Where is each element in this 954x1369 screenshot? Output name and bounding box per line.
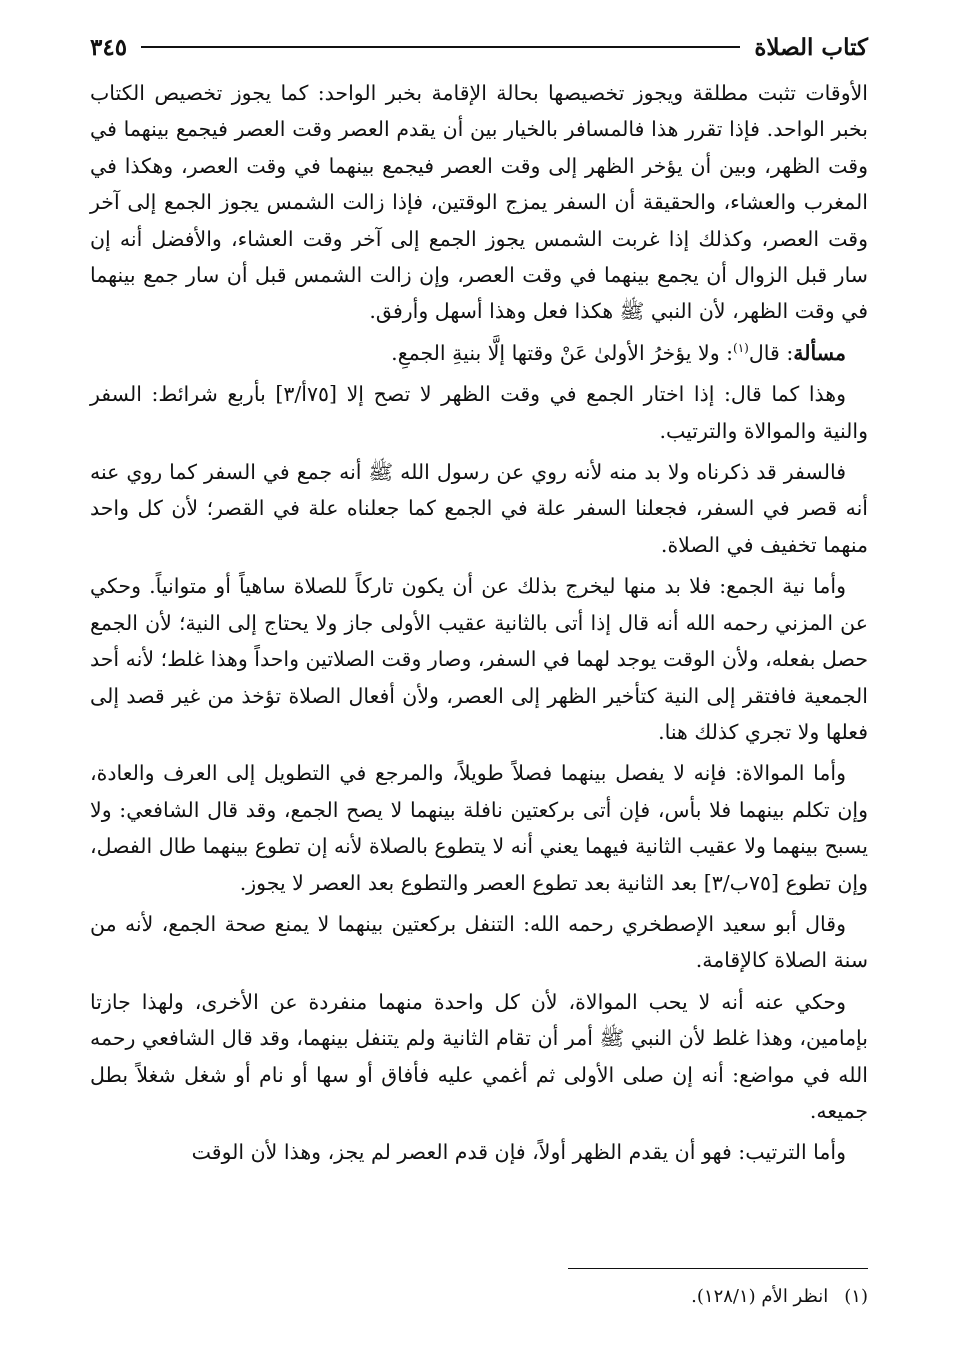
header-rule bbox=[141, 46, 740, 48]
footnote-mark: (١) bbox=[844, 1286, 868, 1307]
chapter-title: كتاب الصلاة bbox=[754, 33, 868, 61]
footnote-1 bbox=[90, 1284, 868, 1310]
masala-text: : ولا يؤخرُ الأولىٰ عَنْ وقتها إلَّا بنيةِ الجمعِ. bbox=[391, 340, 734, 365]
paragraph-4: فالسفر قد ذكرناه ولا بد منه لأنه روي عن رسول الله ﷺ أنه جمع في السفر كما روي عنه أنه قصر في السفر، فجعلنا السفر علة في الجمع كما جعلناه علة في القصر؛ لأن كل واحد منهما تخفيف في الصلاة. bbox=[90, 460, 868, 557]
paragraph-5: وأما نية الجمع: فلا بد منها ليخرج بذلك عن أن يكون تاركاً للصلاة ساهياً أو متوانياً. وحكي عن المزني رحمه الله أنه قال إذا أتى بالثانية عقيب الأولى جاز ولا يحتاج إلى النية؛ لأن الجمع حصل بفعله، ولأن الوقت يوجد لهما في السفر، وصار وقت الصلاتين واحداً وهذا غلط؛ لأنه أحد الجمعية فافتقر إلى النية كتأخير الظهر إلى العصر، ولأن أفعال الصلاة تؤخذ من غير قصد إلى فعلها ولا تجري كذلك هنا. bbox=[90, 574, 868, 744]
paragraph-8: وحكي عنه أنه لا يحب الموالاة، لأن كل واحدة منهما منفردة عن الأخرى، ولهذا جازتا بإمامين، وهذا غلط لأن النبي ﷺ أمر أن تقام الثانية ولم يتنفل بينهما، وقد قال الشافعي رحمه الله في مواضع: أنه إن صلى الأولى ثم أغمي عليه فأفاق أو سها أو نام أو شغل شغلاً بطل جميعه. bbox=[90, 989, 868, 1123]
page-number: ٣٤٥ bbox=[90, 33, 128, 61]
paragraph-1: الأوقات تثبت مطلقة ويجوز تخصيصها بحالة الإقامة بخبر الواحد: كما يجوز تخصيص الكتاب بخبر الواحد. فإذا تقرر هذا فالمسافر بالخيار بين أن يقدم العصر وقت العصر فيجمع بينهما في وقت الظهر، وبين أن يؤخر الظهر إلى وقت العصر فيجمع بينهما في وقت العصر، وهكذا في المغرب والعشاء، والحقيقة أن السفر يمزج الوقتين، فإذا زالت الشمس يجوز الجمع إلى آخر وقت العصر، وكذلك إذا غربت الشمس يجوز الجمع إلى آخر وقت العشاء، والأفضل أنه إن سار قبل الزوال أن يجمع بينهما في وقت العصر، وإن زالت الشمس قبل أن سار جمع بينهما في وقت الظهر، لأن النبي ﷺ هكذا فعل وهذا أسهل وأرفق. bbox=[90, 81, 868, 324]
masala-pre: : قال bbox=[748, 340, 794, 365]
paragraph-7: وقال أبو سعيد الإصطخري رحمه الله: التنفل بركعتين بينهما لا يمنع صحة الجمع، لأنه من سنة الصلاة كالإقامة. bbox=[90, 911, 868, 973]
paragraph-2-masala bbox=[90, 335, 868, 371]
paragraph-6: وأما الموالاة: فإنه لا يفصل بينهما فصلاً طويلاً، والمرجع في التطويل إلى العرف والعادة، وإن تكلم بينهما فلا بأس، فإن أتى بركعتين نافلة بينهما لا يصح الجمع، وقد قال الشافعي: ولا يسبح بينهما ولا عقيب الثانية فيهما يعني أنه لا يتطوع بالصلاة لأنه إن تطوع بينهما طال الفصل، وإن تطوع [٧٥ب/٣] بعد الثانية بعد تطوع العصر والتطوع بعد العصر لا يجوز. bbox=[90, 761, 868, 895]
main-text bbox=[90, 75, 868, 1176]
footnote-rule bbox=[568, 1268, 868, 1269]
footnote-text: انظر الأم (١٢٨/١). bbox=[691, 1286, 829, 1307]
footnote-ref-1[interactable]: (١) bbox=[733, 341, 749, 356]
paragraph-9: وأما الترتيب: فهو أن يقدم الظهر أولاً، فإن قدم العصر لم يجز، وهذا لأن الوقت bbox=[191, 1140, 846, 1165]
running-header bbox=[90, 30, 868, 64]
masala-label: مسألة bbox=[793, 340, 846, 365]
paragraph-3: وهذا كما قال: إذا اختار الجمع في وقت الظهر لا تصح إلا [٧٥أ/٣] بأربع شرائط: السفر والنية والموالاة والترتيب. bbox=[90, 382, 868, 443]
